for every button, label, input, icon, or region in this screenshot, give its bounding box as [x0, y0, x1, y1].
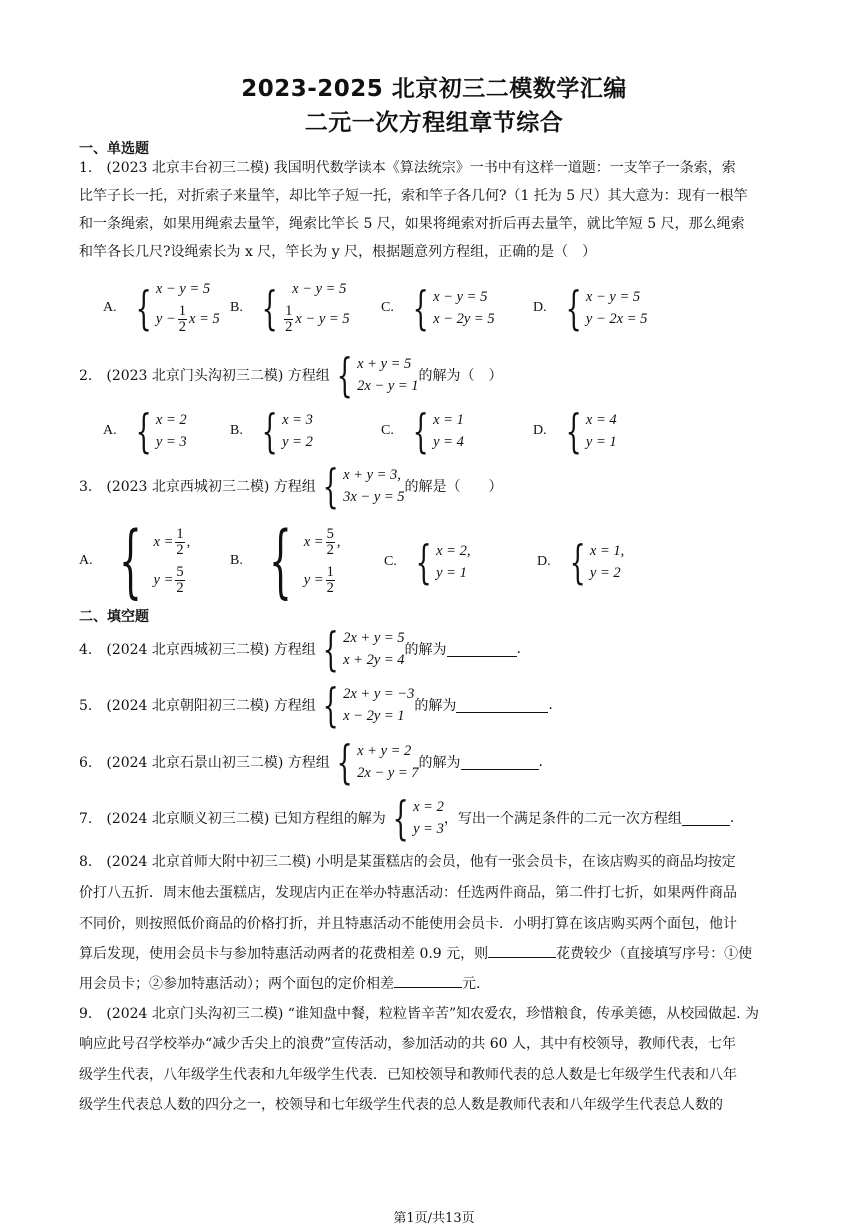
answer-blank[interactable]	[682, 811, 730, 826]
q1-option-b: B. { x − y = 5 $\frac{1}{2}$ x − y = 5	[230, 278, 350, 338]
q8-line: 用会员卡；②参加特惠活动）；两个面包的定价相差 元.	[79, 973, 480, 993]
equation: x − y = 5	[433, 289, 488, 305]
q3-stem: 3. (2023 北京西城初三二模) 方程组 { x + y = 3, 3x − y = 5 的解是（ ）	[79, 459, 503, 513]
q1-option-c: C. { x − y = 5 x − 2y = 5	[381, 281, 495, 335]
q8-line: 8. (2024 北京首师大附中初三二模) 小明是某蛋糕店的会员，他有一张会员卡，在该店购买的商品均按定	[79, 854, 736, 870]
q2-option-b: B. { x = 3 y = 2	[230, 404, 313, 458]
equation: $\frac{1}{2}$ x − y = 5	[285, 302, 350, 335]
q3-option-a: A. { x = $\frac{1}{2}$ , y = $\frac{5}{2}$	[79, 514, 191, 607]
section-heading-fill-blank: 二、填空题	[79, 609, 149, 625]
equation: x − y = 5	[292, 280, 347, 297]
q3-option-c: C. { x = 2, y = 1	[384, 535, 471, 589]
equation: y − $\frac{1}{2}$ x = 5	[155, 302, 220, 335]
q1-line: 和一条绳索，如果用绳索去量竿，绳索比竿长 5 尺，如果将绳索对折后再去量竿，就比竿短 5 尺，那么绳索	[79, 216, 745, 232]
question-6: 6. (2024 北京石景山初三二模) 方程组 { x + y = 2 2x − y = 7 的解为 .	[79, 735, 543, 789]
equation: x − y = 5	[155, 280, 211, 297]
q9-line: 级学生代表，八年级学生代表和九年级学生代表．已知校领导和教师代表的总人数是七年级学生代表和八年	[79, 1067, 737, 1083]
page-number: 第1页/共13页	[393, 1211, 475, 1226]
answer-blank[interactable]	[394, 973, 462, 988]
option-label: B.	[230, 300, 243, 315]
answer-blank[interactable]	[456, 698, 548, 713]
q9-line: 响应此号召学校举办“减少舌尖上的浪费”宣传活动，参加活动的共 60 人，其中有校领导，教师代表，七年	[79, 1036, 737, 1052]
q9-line: 级学生代表总人数的四分之一，校领导和七年级学生代表的总人数是教师代表和八年级学生代表总人数的	[79, 1097, 723, 1113]
equation: y − 2x = 5	[585, 311, 648, 327]
option-label: C.	[381, 300, 394, 315]
q2-option-c: C. { x = 1 y = 4	[381, 404, 464, 458]
q2-option-d: D. { x = 4 y = 1	[533, 404, 617, 458]
q3-option-b: B. { x = $\frac{5}{2}$ , y = $\frac{1}{2}$	[230, 514, 341, 607]
question-7: 7. (2024 北京顺义初三二模) 已知方程组的解为 { x = 2 y = 3 ，写出一个满足条件的二元一次方程组 .	[79, 791, 735, 845]
option-label: A.	[103, 300, 117, 315]
q8-line: 算后发现，使用会员卡与参加特惠活动两者的花费相差 0.9 元，则 花费较少（直接填写序号：①使	[79, 943, 752, 963]
page-title: 2023-2025 北京初三二模数学汇编	[241, 76, 627, 102]
q1-option-a: A. { x − y = 5 y − $\frac{1}{2}$ x = 5	[103, 278, 220, 338]
answer-blank[interactable]	[488, 943, 556, 958]
q1-line: 比竿子长一托，对折索子来量竿，却比竿子短一托，索和竿子各几何?（1 托为 5 尺）其大意为：现有一根竿	[79, 188, 748, 204]
question-5: 5. (2024 北京朝阳初三二模) 方程组 { 2x + y = −3 x − 2y = 1 的解为 .	[79, 678, 553, 732]
q1-option-d: D. { x − y = 5 y − 2x = 5	[533, 281, 648, 335]
section-heading-single-choice: 一、单选题	[79, 141, 149, 157]
option-label: D.	[533, 300, 547, 315]
page-subtitle: 二元一次方程组章节综合	[304, 110, 564, 136]
q2-stem: 2. (2023 北京门头沟初三二模) 方程组 { x + y = 5 2x − y = 1 的解为（ ）	[79, 348, 503, 402]
q2-option-a: A. { x = 2 y = 3	[103, 404, 187, 458]
question-4: 4. (2024 北京西城初三二模) 方程组 { 2x + y = 5 x + 2y = 4 的解为 .	[79, 622, 521, 676]
q8-line: 不同价，则按照低价商品的价格打折，并且特惠活动不能使用会员卡．小明打算在该店购买两个面包，他计	[79, 916, 737, 932]
q1-line: 和竿各长几尺?设绳索长为 x 尺，竿长为 y 尺，根据题意列方程组，正确的是（ ）	[79, 244, 597, 260]
q9-line: 9. (2024 北京门头沟初三二模) “谁知盘中餐，粒粒皆辛苦”知农爱农，珍惜粮食，传承美德，从校园做起. 为	[79, 1006, 760, 1022]
equation: x − 2y = 5	[433, 311, 495, 327]
q8-line: 价打八五折．周末他去蛋糕店，发现店内正在举办特惠活动：任选两件商品，第二件打七折，如果两件商品	[79, 885, 737, 901]
equation: x − y = 5	[585, 289, 641, 305]
answer-blank[interactable]	[461, 755, 539, 770]
q1-line: 1. (2023 北京丰台初三二模) 我国明代数学读本《算法统宗》一书中有这样一道题：一支竿子一条索，索	[79, 160, 736, 176]
answer-blank[interactable]	[447, 642, 517, 657]
q3-option-d: D. { x = 1, y = 2	[537, 535, 625, 589]
